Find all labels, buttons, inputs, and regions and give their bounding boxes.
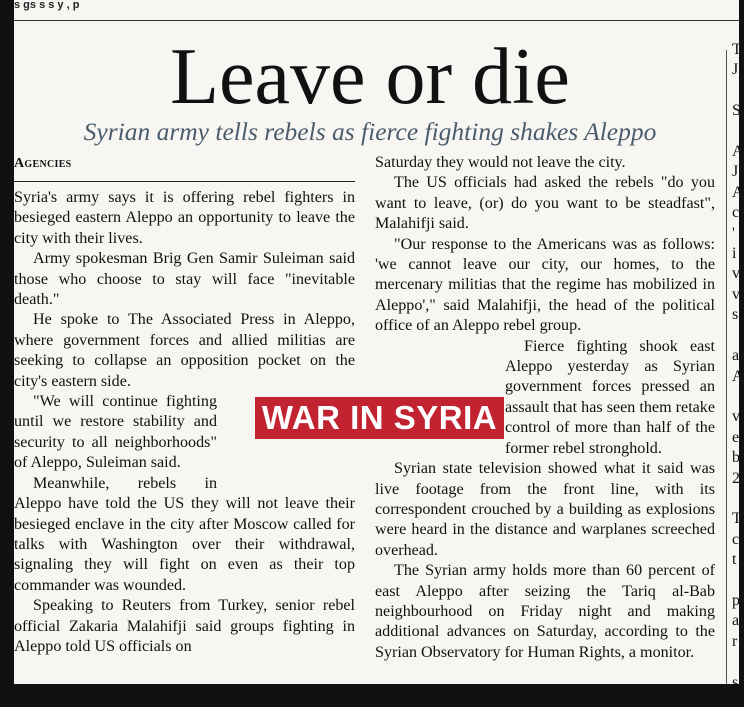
paragraph: "Our response to the Americans was as follows: 'we cannot leave our city, our homes, to the mercenary militias that the regime has mobilized in Aleppo'," said Malahifji, the head of the political office of an Aleppo rebel group. — [375, 235, 715, 335]
byline: Agencies — [14, 156, 72, 171]
paragraph: He spoke to The Associated Press in Aleppo, where government forces and allied militias are seeking to collapse an opposition pocket on the city's eastern side. — [14, 311, 355, 390]
paragraph: "We will continue fighting until we restore stability and security to all neighborhoods" of Aleppo, Suleiman said. — [14, 393, 217, 472]
paragraph: Fierce fighting shook east Aleppo yesterday as Syrian government forces pressed an assault that has seen them retake control of more than half of the former rebel stronghold. — [375, 337, 715, 459]
paragraph: The Syrian army holds more than 60 percent of east Aleppo after seizing the Tariq al-Bab neighbourhood on Friday night and making additional advances on Saturday, according to the Syrian Observatory for Human Rights, a monitor. — [375, 562, 715, 661]
paragraph: Meanwhile, rebels in Aleppo have told the US they will not leave their besieged enclave in the city after Moscow called for talks with Washington over their withdrawal, signaling they will fight on even as their top commander was wounded. — [14, 474, 355, 594]
paragraph: Syria's army says it is offering rebel fighters in besieged eastern Aleppo an opportunity to leave the city with their lives. — [14, 189, 355, 247]
column-divider — [726, 50, 727, 684]
war-in-syria-banner: WAR IN SYRIA — [255, 397, 504, 439]
paragraph: Syrian state television showed what it said was live footage from the front line, with its correspondent crouched by a building as explosions were heard in the distance and warplanes screeched overhead. — [375, 460, 715, 559]
paragraph: Saturday they would not leave the city. — [375, 154, 626, 171]
byline-rule — [14, 181, 355, 182]
newspaper-page — [14, 0, 744, 691]
next-article-letters: T J S A J A c ' i v v s a A v e b 2 T c t p a r s — [732, 41, 744, 691]
top-rule — [14, 20, 739, 21]
paragraph: Speaking to Reuters from Turkey, senior rebel official Zakaria Malahifji said groups fighting in Aleppo told US officials on — [14, 597, 355, 655]
subheadline: Syrian army tells rebels as fierce fighting shakes Aleppo — [83, 117, 657, 146]
headline: Leave or die — [170, 33, 570, 121]
paragraph: The US officials had asked the rebels "do you want to leave, (or) do you want to be steadfast", Malahifji said. — [375, 174, 715, 233]
paragraph: Army spokesman Brig Gen Samir Suleiman said those who choose to stay will face "inevitable death." — [14, 250, 355, 309]
previous-article-fragment: s gs s s y , p — [14, 0, 80, 11]
next-article-fragment — [732, 40, 742, 693]
